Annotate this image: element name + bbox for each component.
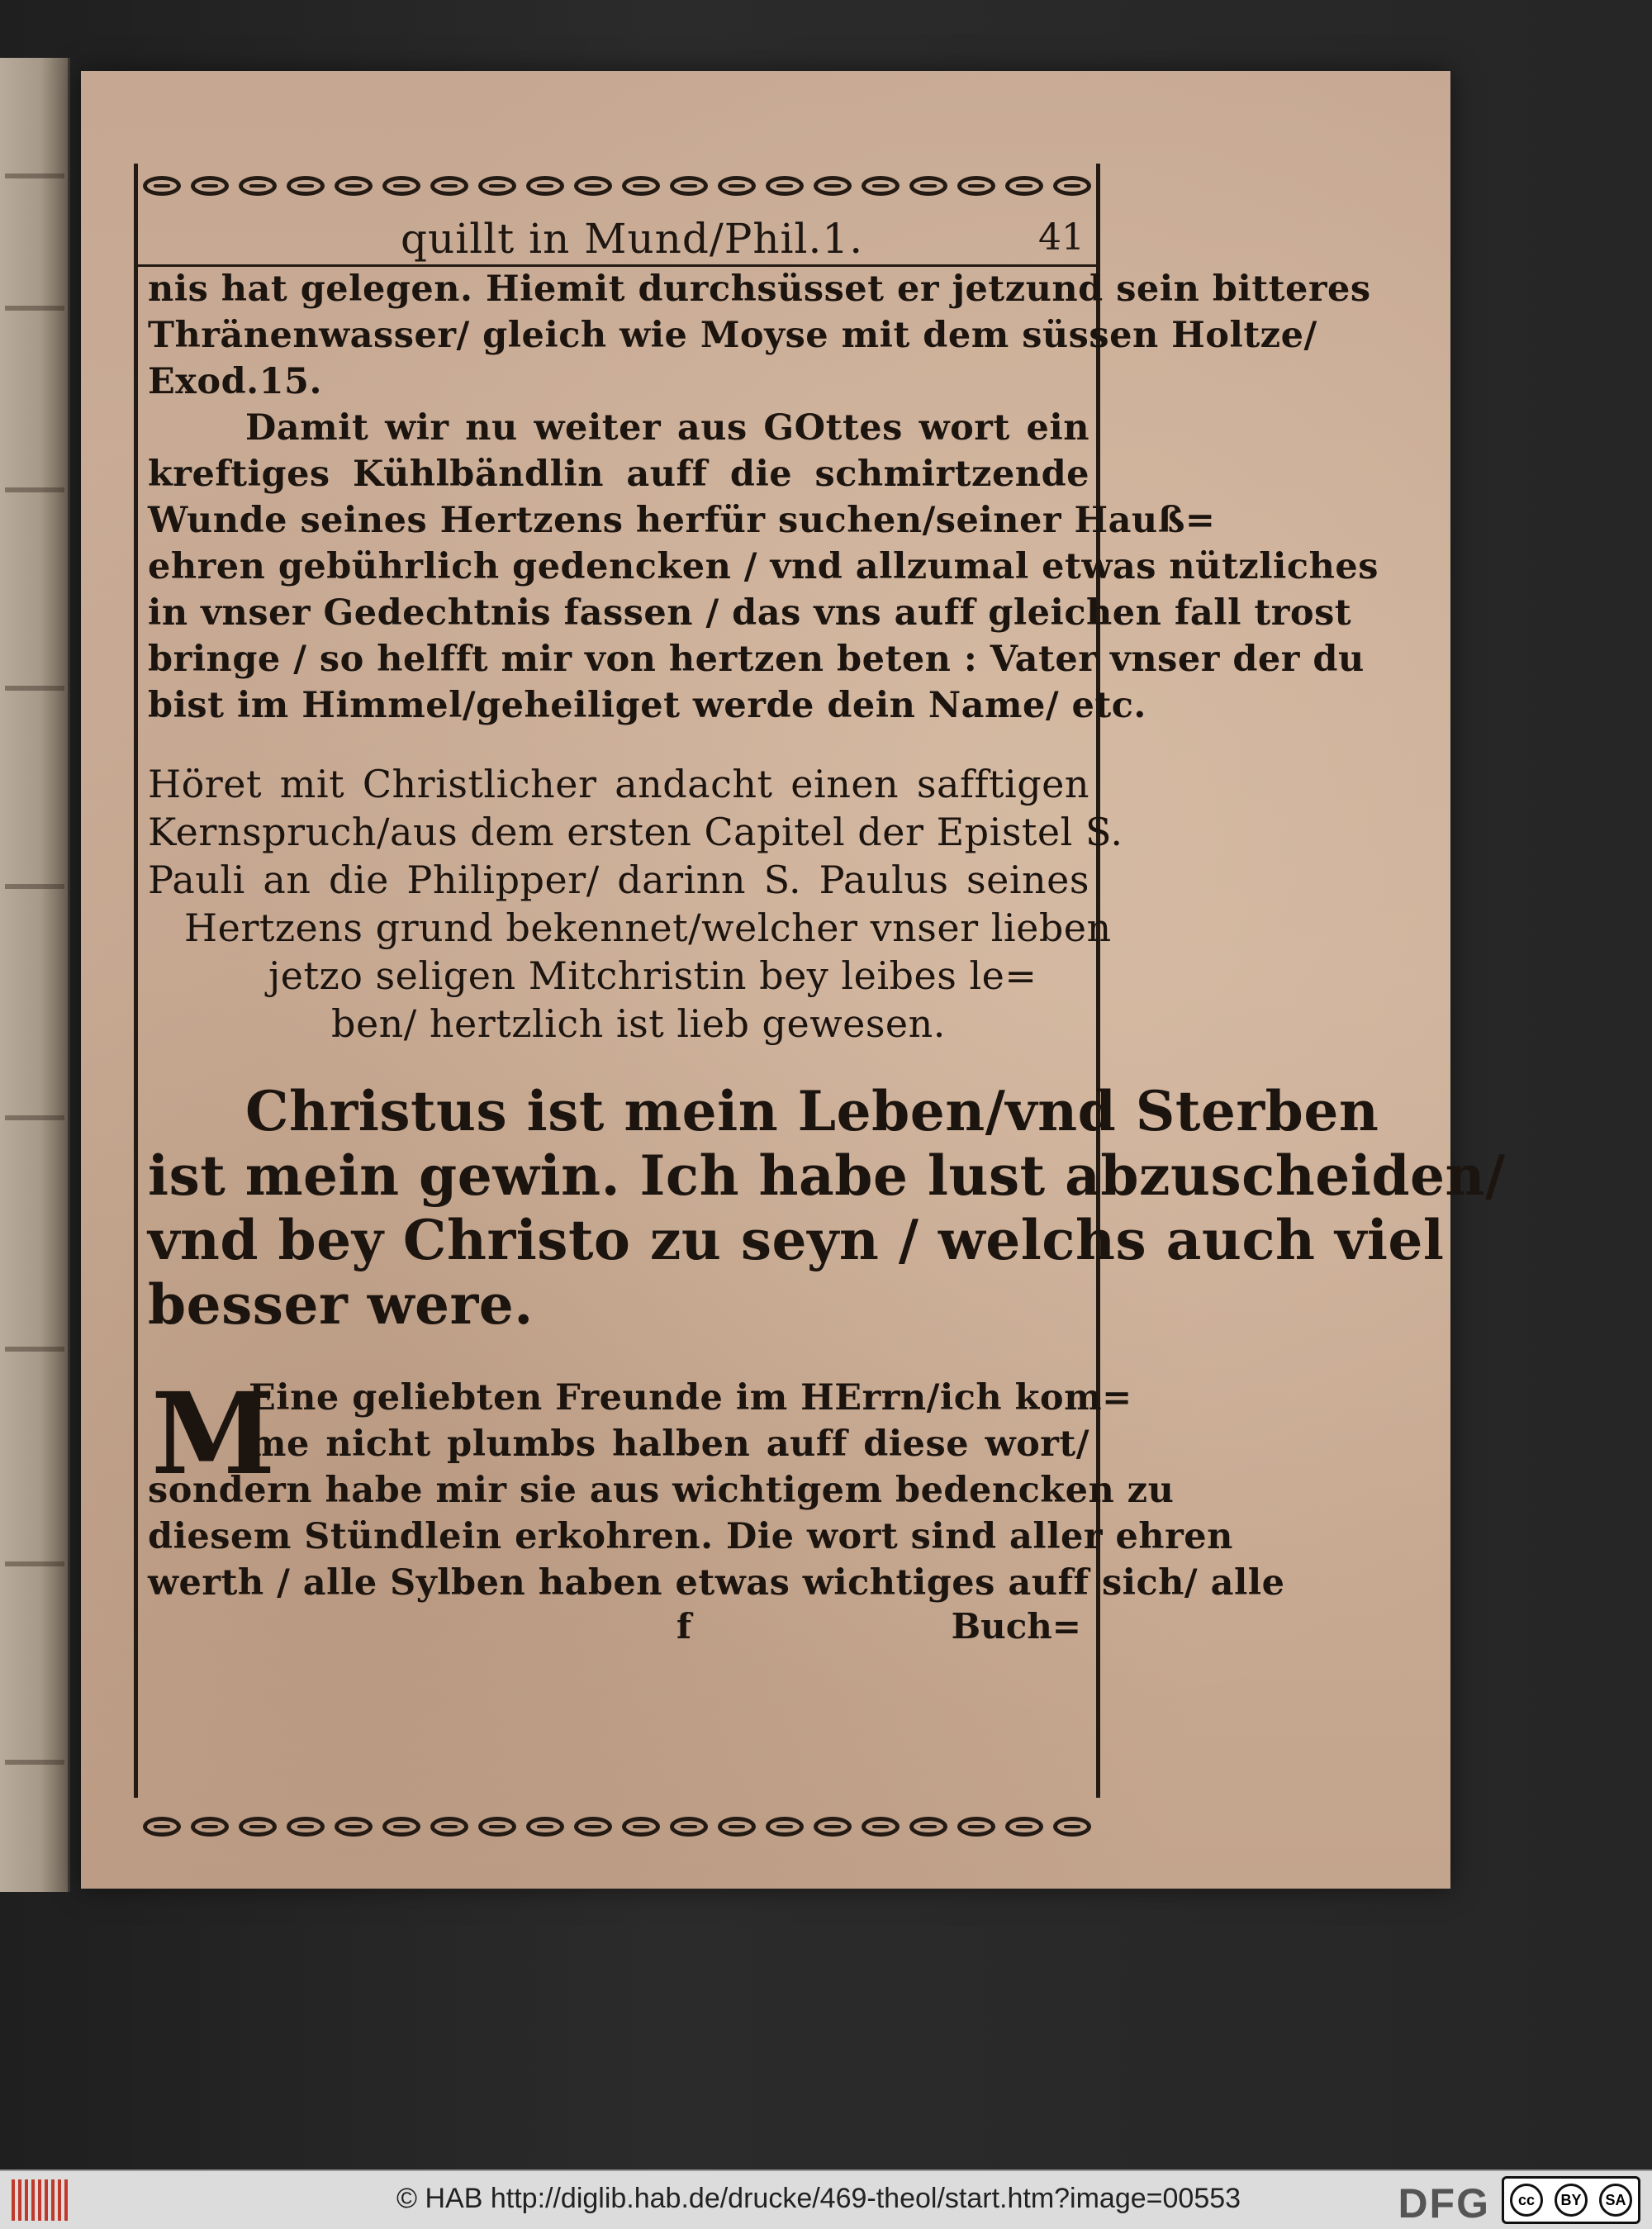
text-frame	[134, 164, 1506, 1798]
ornament-icon	[718, 1817, 756, 1837]
ornament-icon	[862, 176, 900, 196]
text-line: in vnser Gedechtnis fassen / das vns auff gleichen fall trost	[148, 592, 1352, 634]
ornament-icon	[814, 1817, 852, 1837]
dfg-logo[interactable]: DFG	[1398, 2180, 1490, 2227]
text-line: Kernspruch/aus dem ersten Capitel der Epistel S.	[148, 810, 1123, 854]
text-line: sondern habe mir sie aus wichtigem bedencken zu	[148, 1470, 1175, 1511]
ornament-icon	[1053, 1817, 1091, 1837]
body-text	[148, 266, 1506, 1656]
ornament-icon	[335, 1817, 373, 1837]
text-line: werth / alle Sylben haben etwas wichtiges auff sich/ alle	[148, 1562, 1285, 1604]
text-line: Pauli an die Philipper/ darinn S. Paulus seines	[148, 858, 1089, 902]
ornament-icon	[526, 1817, 564, 1837]
text-line: kreftiges Kühlbändlin auff die schmirtzende	[148, 454, 1089, 495]
text-line: Wunde seines Hertzens herfür suchen/seiner Hauß=	[148, 500, 1216, 541]
ornament-icon	[718, 176, 756, 196]
barcode-icon	[12, 2179, 69, 2221]
text-line: Damit wir nu weiter aus GOttes wort ein	[245, 407, 1089, 449]
text-line: Hertzens grund bekennet/welcher vnser lieben	[184, 905, 1112, 950]
text-line: Höret mit Christlicher andacht einen safftigen	[148, 762, 1089, 806]
cc-license-badge[interactable]	[1502, 2176, 1640, 2224]
text-line: nis hat gelegen. Hiemit durchsüsset er jetzund sein bitteres	[148, 269, 1371, 310]
ornament-icon	[766, 176, 804, 196]
top-ornament-border	[138, 170, 1096, 202]
paragraph-continued	[148, 266, 1371, 405]
running-head-title: quillt in Mund/Phil.1.	[401, 215, 864, 263]
text-line: Thränenwasser/ gleich wie Moyse mit dem süssen Holtze/	[148, 315, 1317, 356]
text-line: ben/ hertzlich ist lieb gewesen.	[331, 1001, 946, 1046]
bottom-ornament-border	[138, 1811, 1096, 1842]
cc-icon: cc	[1510, 2184, 1543, 2217]
ornament-icon	[574, 1817, 612, 1837]
text-line: Exod.15.	[148, 361, 322, 402]
ornament-icon	[191, 176, 229, 196]
page-number: 41	[1038, 216, 1085, 259]
ornament-icon	[382, 1817, 420, 1837]
ornament-icon	[382, 176, 420, 196]
ornament-icon	[1005, 176, 1043, 196]
text-line: besser were.	[148, 1272, 534, 1337]
text-line: me nicht plumbs halben auff diese wort/	[249, 1423, 1089, 1465]
ornament-icon	[287, 176, 325, 196]
text-line: diesem Stündlein erkohren. Die wort sind aller ehren	[148, 1516, 1233, 1557]
drop-initial: M	[151, 1368, 276, 1500]
ornament-icon	[1053, 176, 1091, 196]
signature-mark: f	[676, 1606, 692, 1647]
previous-page-edge	[0, 58, 70, 1892]
ornament-icon	[957, 176, 995, 196]
ornament-icon	[862, 1817, 900, 1837]
scripture-verse	[148, 1079, 1506, 1337]
ornament-icon	[335, 176, 373, 196]
ornament-icon	[670, 176, 708, 196]
ornament-icon	[909, 176, 947, 196]
ornament-icon	[1005, 1817, 1043, 1837]
sermon-paragraph	[148, 1368, 1285, 1606]
ornament-icon	[574, 176, 612, 196]
book-page	[81, 71, 1506, 1889]
by-icon: BY	[1555, 2184, 1588, 2217]
ornament-icon	[430, 176, 468, 196]
catchword: Buch=	[951, 1606, 1081, 1647]
copyright-link[interactable]: © HAB http://diglib.hab.de/drucke/469-theol/start.htm?image=00553	[396, 2183, 1241, 2214]
ornament-icon	[191, 1817, 229, 1837]
ornament-icon	[766, 1817, 804, 1837]
text-line: vnd bey Christo zu seyn / welchs auch viel	[148, 1208, 1445, 1272]
ornament-icon	[814, 176, 852, 196]
text-line: ist mein gewin. Ich habe lust abzuscheiden/	[148, 1143, 1506, 1208]
ornament-icon	[287, 1817, 325, 1837]
ornament-icon	[239, 1817, 277, 1837]
ornament-icon	[478, 176, 516, 196]
ornament-icon	[478, 1817, 516, 1837]
text-line: jetzo seligen Mitchristin bey leibes le=	[268, 953, 1037, 998]
ornament-icon	[143, 176, 181, 196]
viewer-footer	[0, 2170, 1652, 2229]
text-line: ehren gebührlich gedencken / vnd allzumal etwas nützliches	[148, 546, 1379, 587]
ornament-icon	[622, 1817, 660, 1837]
text-line: bist im Himmel/geheiliget werde dein Name/ etc.	[148, 685, 1146, 726]
text-line: bringe / so helfft mir von hertzen beten : Vater vnser der du	[148, 639, 1365, 680]
ornament-icon	[430, 1817, 468, 1837]
verse-introduction	[148, 760, 1123, 1048]
text-line: Christus ist mein Leben/vnd Sterben	[245, 1079, 1379, 1143]
running-head	[138, 211, 1096, 267]
ornament-icon	[670, 1817, 708, 1837]
ornament-icon	[909, 1817, 947, 1837]
page-footer-marks	[148, 1606, 1089, 1656]
ornament-icon	[622, 176, 660, 196]
sa-icon: SA	[1599, 2184, 1632, 2217]
ornament-icon	[143, 1817, 181, 1837]
paragraph-prayer	[148, 405, 1379, 729]
ornament-icon	[526, 176, 564, 196]
ornament-icon	[957, 1817, 995, 1837]
text-line: Eine geliebten Freunde im HErrn/ich kom=	[249, 1377, 1132, 1419]
ornament-icon	[239, 176, 277, 196]
